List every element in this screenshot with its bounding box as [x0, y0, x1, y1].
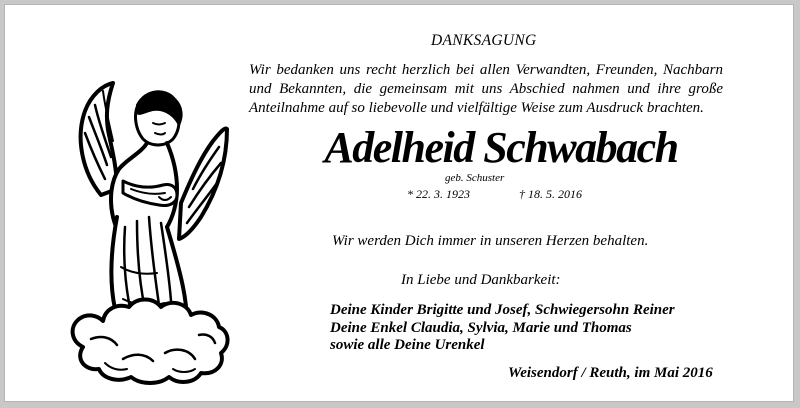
- birth-date: * 22. 3. 1923: [407, 187, 470, 201]
- family-line-grandchildren: Deine Enkel Claudia, Sylvia, Marie und Thomas: [330, 319, 632, 336]
- place-and-date: Weisendorf / Reuth, im Mai 2016: [508, 365, 713, 381]
- family-line-children: Deine Kinder Brigitte und Josef, Schwiegersohn Reiner: [330, 302, 675, 318]
- notice-heading: DANKSAGUNG: [431, 32, 537, 49]
- death-date: † 18. 5. 2016: [519, 187, 582, 201]
- death-notice-card: [4, 4, 794, 402]
- deceased-name: Adelheid Schwabach: [324, 123, 678, 172]
- memorial-quote: Wir werden Dich immer in unseren Herzen behalten.: [332, 233, 649, 249]
- thank-you-paragraph: Wir bedanken uns recht herzlich bei allen Verwandten, Freunden, Nachbarn und Bekannten, die gemeinsam mit uns Abschied nahmen und ihre große Anteilnahme auf so liebevolle und vielfältige Weise zum Ausdruck brachten.: [249, 62, 723, 116]
- maiden-name: geb. Schuster: [445, 172, 505, 184]
- kneeling-angel-icon: [61, 77, 231, 387]
- family-line-great-grandchildren: sowie alle Deine Urenkel: [330, 337, 485, 353]
- family-signatures: [330, 302, 675, 355]
- closing-line: In Liebe und Dankbarkeit:: [401, 272, 561, 288]
